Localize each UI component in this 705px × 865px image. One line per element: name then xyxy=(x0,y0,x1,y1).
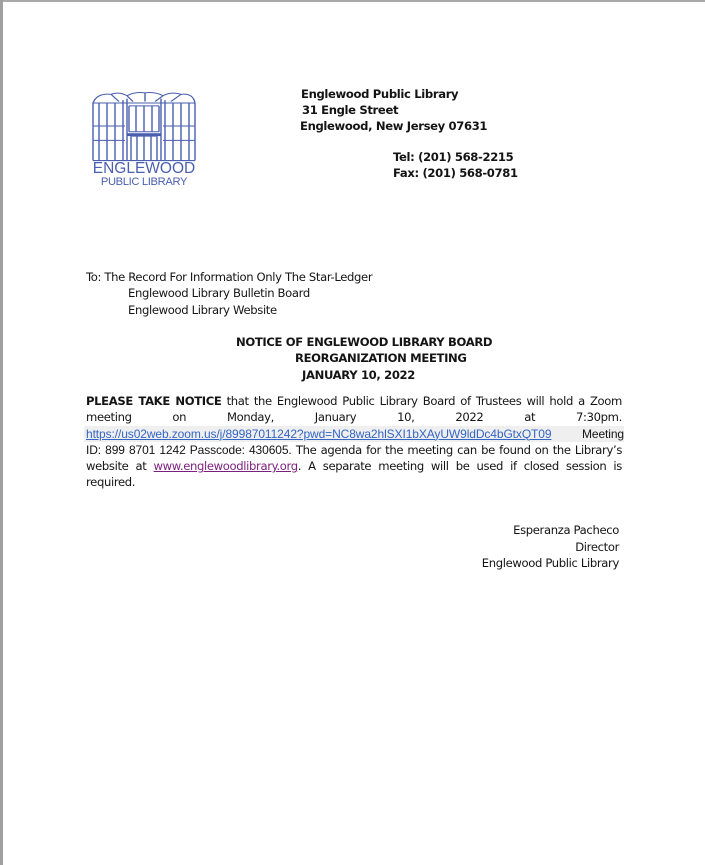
signer-org: Englewood Public Library xyxy=(481,556,619,570)
body-line-1 xyxy=(86,393,622,409)
word: Monday, xyxy=(226,410,274,425)
body-line-6: required. xyxy=(86,475,136,490)
body-line-1-text: that the Englewood Public Library Board of Trustees will hold a Zoom xyxy=(221,394,622,408)
word: 2022 xyxy=(455,410,484,425)
please-take-notice: PLEASE TAKE NOTICE xyxy=(86,394,222,408)
signer-title: Director xyxy=(575,539,619,554)
library-building-icon xyxy=(89,90,199,162)
logo-text-public-library: PUBLIC LIBRARY xyxy=(100,176,188,188)
logo-text-englewood: ENGLEWOOD xyxy=(92,160,196,177)
word: meeting xyxy=(86,410,132,425)
body-line-5-pre: website at xyxy=(86,459,154,474)
body-line-5-post: . A separate meeting will be used if closed session is xyxy=(297,459,622,474)
library-fax: Fax: (201) 568-0781 xyxy=(393,166,518,180)
notice-title-line-2: REORGANIZATION MEETING xyxy=(295,351,467,365)
library-street: 31 Engle Street xyxy=(302,103,399,117)
notice-body xyxy=(86,393,622,491)
body-line-3 xyxy=(84,426,624,442)
library-tel: Tel: (201) 568-2215 xyxy=(393,150,514,164)
word: at xyxy=(524,410,536,425)
library-website-link[interactable]: www.englewoodlibrary.org xyxy=(153,459,298,474)
word: 10, xyxy=(397,410,415,425)
body-line-4-text: The agenda for the meeting can be found on the Library’s xyxy=(291,442,623,457)
body-line-2 xyxy=(86,409,622,425)
library-city: Englewood, New Jersey 07631 xyxy=(300,119,488,133)
notice-title-date: JANUARY 10, 2022 xyxy=(302,368,415,382)
signature-block xyxy=(482,522,619,572)
library-name: Englewood Public Library xyxy=(301,87,459,101)
word: 7:30pm. xyxy=(576,410,622,425)
recipients-line-2: Englewood Library Bulletin Board xyxy=(128,286,310,300)
meeting-label: Meeting xyxy=(582,426,624,441)
body-line-4 xyxy=(86,442,622,458)
word: January xyxy=(314,410,357,425)
recipients-line-3: Englewood Library Website xyxy=(128,303,277,317)
zoom-meeting-link[interactable]: https://us02web.zoom.us/j/89987011242?pwd=NC8wa2hlSXI1bXAyUW9ldDc4bGtxQT09 xyxy=(86,426,552,441)
word: on xyxy=(172,410,187,425)
notice-title-line-1: NOTICE OF ENGLEWOOD LIBRARY BOARD xyxy=(236,335,493,349)
document-page xyxy=(3,2,705,865)
recipients-line-1: To: The Record For Information Only The Star-Ledger xyxy=(86,270,373,284)
body-line-5 xyxy=(86,458,622,474)
meeting-id-passcode: ID: 899 8701 1242 Passcode: 430605. xyxy=(86,442,292,457)
signer-name: Esperanza Pacheco xyxy=(513,523,619,537)
